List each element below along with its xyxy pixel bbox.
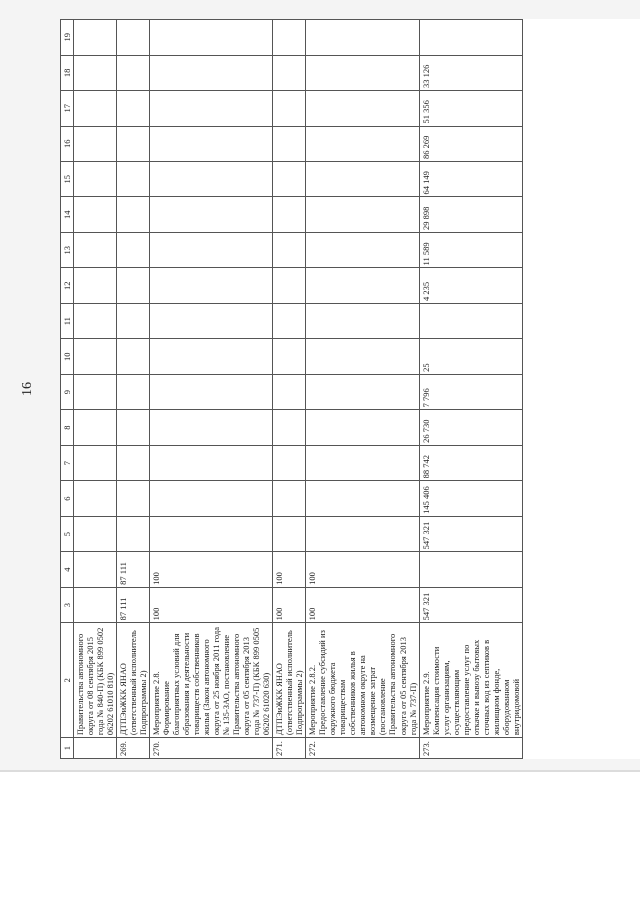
value-cell	[306, 162, 419, 197]
value-cell	[117, 445, 150, 480]
value-cell	[150, 162, 273, 197]
value-cell	[74, 552, 117, 587]
value-cell	[150, 481, 273, 516]
value-cell	[74, 197, 117, 232]
value-cell	[273, 303, 306, 338]
value-cell	[74, 232, 117, 267]
value-cell	[273, 20, 306, 56]
column-header: 11	[61, 303, 74, 338]
page-number: 16	[20, 382, 35, 396]
row-number-cell: 272.	[306, 738, 419, 759]
table-row	[117, 20, 150, 759]
value-cell	[150, 445, 273, 480]
value-cell: 7 796	[419, 374, 522, 409]
value-cell: 11 589	[419, 232, 522, 267]
row-number-cell: 269.	[117, 738, 150, 759]
column-header: 4	[61, 552, 74, 587]
value-cell: 29 898	[419, 197, 522, 232]
value-cell	[273, 339, 306, 374]
value-cell	[150, 55, 273, 90]
value-cell	[74, 516, 117, 551]
table-row	[150, 20, 273, 759]
value-cell: 86 269	[419, 126, 522, 161]
row-name-cell: Правительства автономного округа от 08 сентября 2015 года № 840-П) (КБК 899 0502 06202 61010 810)	[74, 623, 117, 738]
row-name-cell: Мероприятие 2.8.2. Предоставление субсидий из окружного бюджета товариществам собственников жилья в автономном округе на возмещение затрат (постановление Правительства автономного округа от 05 сентября 2013 года № 737-П)	[306, 623, 419, 738]
column-header: 12	[61, 268, 74, 303]
value-cell: 64 149	[419, 162, 522, 197]
column-header: 8	[61, 410, 74, 445]
value-cell	[273, 268, 306, 303]
value-cell: 100	[306, 552, 419, 587]
column-header: 17	[61, 91, 74, 126]
value-cell	[150, 516, 273, 551]
value-cell: 4 235	[419, 268, 522, 303]
column-header: 13	[61, 232, 74, 267]
value-cell	[273, 126, 306, 161]
value-cell: 547 321	[419, 516, 522, 551]
value-cell	[117, 410, 150, 445]
value-cell	[74, 587, 117, 622]
column-header: 18	[61, 55, 74, 90]
column-header: 14	[61, 197, 74, 232]
value-cell	[419, 20, 522, 56]
value-cell	[74, 20, 117, 56]
value-cell: 26 730	[419, 410, 522, 445]
table-row	[419, 20, 522, 759]
value-cell	[150, 20, 273, 56]
value-cell: 87 111	[117, 587, 150, 622]
value-cell: 33 126	[419, 55, 522, 90]
value-cell	[74, 268, 117, 303]
value-cell	[273, 481, 306, 516]
value-cell: 25	[419, 339, 522, 374]
value-cell	[150, 303, 273, 338]
column-header: 2	[61, 623, 74, 738]
value-cell	[117, 91, 150, 126]
value-cell	[74, 481, 117, 516]
value-cell	[117, 20, 150, 56]
value-cell	[117, 374, 150, 409]
value-cell	[306, 55, 419, 90]
value-cell	[150, 126, 273, 161]
value-cell	[74, 162, 117, 197]
table-row	[306, 20, 419, 759]
value-cell	[306, 303, 419, 338]
table-row	[74, 20, 117, 759]
column-header: 6	[61, 481, 74, 516]
value-cell	[150, 91, 273, 126]
value-cell	[117, 55, 150, 90]
row-number-cell: 273.	[419, 738, 522, 759]
value-cell	[306, 445, 419, 480]
value-cell: 100	[306, 587, 419, 622]
column-header: 9	[61, 374, 74, 409]
value-cell	[117, 303, 150, 338]
row-name-cell: Мероприятие 2.8. Формирование благоприятных условий для образования и деятельности товариществ собственников жилья (Закон автономного округа от 25 ноября 2011 года № 135-ЗАО, постановление Правительства автономного округа от 05 сентября 2013 года № 737-П) (КБК 899 0505 06202 61020 630)	[150, 623, 273, 738]
value-cell: 51 356	[419, 91, 522, 126]
value-cell	[117, 481, 150, 516]
value-cell	[273, 516, 306, 551]
value-cell	[117, 268, 150, 303]
value-cell	[150, 197, 273, 232]
value-cell	[117, 162, 150, 197]
value-cell: 100	[273, 552, 306, 587]
rotated-page	[20, 19, 640, 759]
value-cell: 100	[150, 587, 273, 622]
value-cell: 100	[273, 587, 306, 622]
table-header-row	[61, 20, 74, 759]
row-number-cell	[74, 738, 117, 759]
value-cell: 88 742	[419, 445, 522, 480]
value-cell	[273, 232, 306, 267]
value-cell	[117, 126, 150, 161]
value-cell	[74, 445, 117, 480]
column-header: 5	[61, 516, 74, 551]
row-name-cell: Мероприятие 2.9. Компенсация стоимости услуг организациям, осуществляющим предоставление услуг по откачке и вывозу бытовых сточных вод из септиков в жилищном фонде, оборудованном внутридомовой	[419, 623, 522, 738]
value-cell	[419, 303, 522, 338]
value-cell	[306, 516, 419, 551]
column-header: 19	[61, 20, 74, 56]
value-cell	[306, 232, 419, 267]
row-name-cell: ДТПЭиЖКК ЯНАО (ответственный исполнитель Подпрограммы 2)	[117, 623, 150, 738]
value-cell: 547 321	[419, 587, 522, 622]
value-cell	[74, 91, 117, 126]
value-cell	[117, 232, 150, 267]
value-cell	[150, 339, 273, 374]
value-cell	[273, 55, 306, 90]
value-cell	[273, 162, 306, 197]
value-cell	[74, 374, 117, 409]
row-name-cell: ДТПЭиЖКК ЯНАО (ответственный исполнитель Подпрограммы 2)	[273, 623, 306, 738]
value-cell	[306, 268, 419, 303]
value-cell	[273, 91, 306, 126]
value-cell	[74, 410, 117, 445]
row-number-cell: 271.	[273, 738, 306, 759]
value-cell	[117, 197, 150, 232]
value-cell	[419, 552, 522, 587]
row-number-cell: 270.	[150, 738, 273, 759]
value-cell	[306, 374, 419, 409]
column-header: 1	[61, 738, 74, 759]
value-cell	[273, 374, 306, 409]
value-cell: 145 406	[419, 481, 522, 516]
value-cell	[306, 197, 419, 232]
column-header: 3	[61, 587, 74, 622]
value-cell	[150, 232, 273, 267]
column-header: 10	[61, 339, 74, 374]
value-cell	[150, 374, 273, 409]
value-cell	[306, 20, 419, 56]
table-row	[273, 20, 306, 759]
value-cell: 87 111	[117, 552, 150, 587]
budget-table	[60, 19, 523, 759]
value-cell	[273, 445, 306, 480]
value-cell	[273, 410, 306, 445]
value-cell	[306, 126, 419, 161]
value-cell	[117, 339, 150, 374]
value-cell	[74, 55, 117, 90]
column-header: 15	[61, 162, 74, 197]
value-cell	[74, 303, 117, 338]
value-cell	[306, 481, 419, 516]
value-cell	[273, 197, 306, 232]
value-cell	[150, 410, 273, 445]
column-header: 7	[61, 445, 74, 480]
value-cell	[74, 339, 117, 374]
column-header: 16	[61, 126, 74, 161]
value-cell	[306, 91, 419, 126]
value-cell: 100	[150, 552, 273, 587]
value-cell	[74, 126, 117, 161]
value-cell	[306, 339, 419, 374]
value-cell	[150, 268, 273, 303]
value-cell	[117, 516, 150, 551]
value-cell	[306, 410, 419, 445]
